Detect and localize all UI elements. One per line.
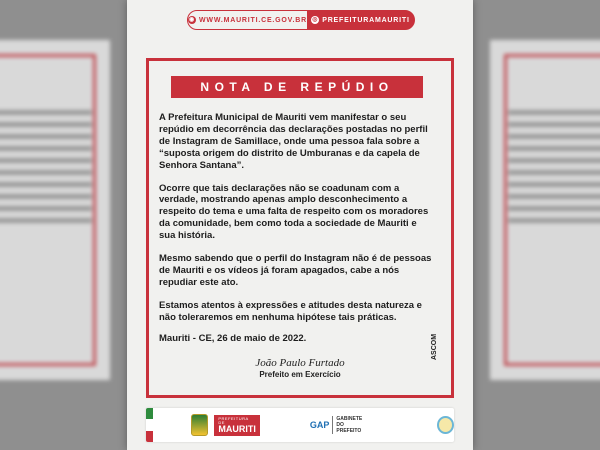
- gap-line-2: PREFEITO: [336, 428, 362, 434]
- seal-icon: [437, 416, 454, 434]
- globe-icon: ◉: [188, 17, 196, 23]
- background-poster-left: [0, 40, 110, 380]
- signature-role: Prefeito em Exercício: [259, 370, 341, 379]
- gap-line-1: GABINETE DO: [336, 416, 363, 428]
- paragraph-4: Estamos atentos à expressões e atitudes desta natureza e não toleraremos em nenhuma hipótese tais práticas.: [159, 299, 422, 323]
- municipal-crest-icon: [191, 414, 208, 436]
- poster: [127, 0, 473, 450]
- prefeitura-logo: [214, 415, 260, 436]
- social-link[interactable]: [307, 11, 414, 29]
- gap-mark: GAP: [309, 420, 330, 430]
- credit-label: ASCOM: [431, 333, 438, 360]
- social-text: PREFEITURAMAURITI: [322, 16, 410, 24]
- paragraph-1: A Prefeitura Municipal de Mauriti vem manifestar o seu repúdio em decorrência das declarações postadas no perfil de Instagram de Samillace, onde uma pessoa fala sobre a “suposta origem do distrito de Umburanas e da capela de Senhora Santana”.: [159, 112, 428, 171]
- website-text: WWW.MAURITI.CE.GOV.BR: [199, 16, 307, 24]
- instagram-icon: ◎: [312, 17, 319, 23]
- gap-logo: [310, 416, 367, 434]
- flag-stripe: [146, 408, 153, 442]
- note-body: [159, 112, 435, 335]
- footer-logos: [146, 408, 454, 442]
- date-line: Mauriti - CE, 26 de maio de 2022.: [159, 333, 307, 344]
- brand-small: PREFEITURA DE: [218, 415, 249, 425]
- background-poster-right: [490, 40, 600, 380]
- signature-name: João Paulo Furtado: [255, 357, 345, 369]
- brand-big: MAURITI: [218, 423, 256, 434]
- paragraph-3: Mesmo sabendo que o perfil do Instagram não é de pessoas de Mauriti e os vídeos já foram apagados, cabe a nós repudiar este ato.: [159, 253, 432, 288]
- contact-bar: [187, 10, 415, 30]
- paragraph-2: Ocorre que tais declarações não se coadunam com a verdade, mostrando apenas amplo desconhecimento a respeito do tema e uma falta de respeito com os moradores da comunidade, bem como toda a sociedade de Mauriti e sua história.: [159, 182, 429, 242]
- gap-subtitle: [332, 416, 367, 434]
- website-link[interactable]: [188, 11, 307, 29]
- page-title: NOTA DE REPÚDIO: [171, 76, 423, 98]
